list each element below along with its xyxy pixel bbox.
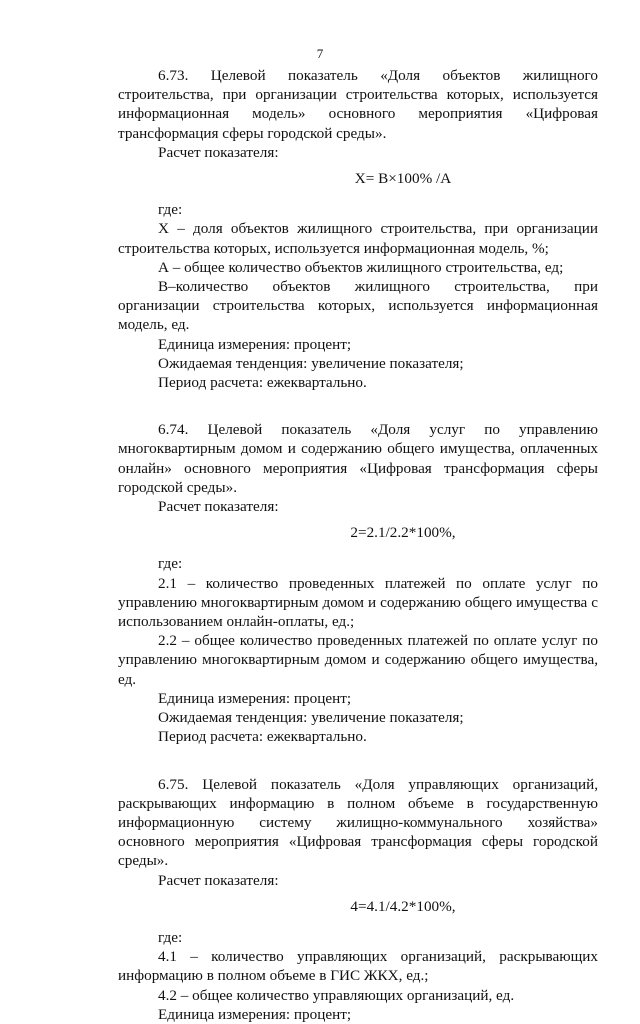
definition: А – общее количество объектов жилищного строительства, ед; <box>158 258 564 276</box>
section-heading: 6.73. Целевой показатель «Доля объектов жилищного строительства, при организации строительства которых, используется информационная модель» основного мероприятия «Цифровая трансформация сферы городской среды». <box>118 67 598 142</box>
where-label: где: <box>158 555 183 573</box>
calc-label: Расчет показателя: <box>158 143 279 161</box>
definition: X – доля объектов жилищного строительства, при организации строительства которых, используется информационная модель, %; <box>118 220 598 257</box>
period-line: Период расчета: ежеквартально. <box>158 374 367 392</box>
definition: 2.1 – количество проведенных платежей по оплате услуг по управлению многоквартирным домом и содержанию общего имущества с использованием онлайн-оплаты, ед.; <box>118 574 598 631</box>
period-line: Период расчета: ежеквартально. <box>158 728 367 746</box>
page-number: 7 <box>316 46 324 61</box>
section-heading: 6.75. Целевой показатель «Доля управляющих организаций, раскрывающих информацию в полном объеме в государственную информационную систему жилищно-коммунального хозяйства» основного мероприятия «Цифровая трансформация сферы городской среды». <box>118 775 598 870</box>
section-6-74 <box>118 420 598 746</box>
page-content <box>118 66 598 1024</box>
calc-label: Расчет показателя: <box>158 871 279 889</box>
formula: X= B×100% /A <box>354 170 452 188</box>
where-label: где: <box>158 928 183 946</box>
definition: 4.2 – общее количество управляющих организаций, ед. <box>158 986 515 1004</box>
calc-label: Расчет показателя: <box>158 498 279 516</box>
unit-line: Единица измерения: процент; <box>158 335 352 353</box>
definition: В–количество объектов жилищного строительства, при организации строительства которых, используется информационная модель, ед. <box>118 278 598 334</box>
section-heading: 6.74. Целевой показатель «Доля услуг по управлению многоквартирным домом и содержанию общего имущества, оплаченных онлайн» основного мероприятия «Цифровая трансформация сферы городской среды». <box>118 421 598 496</box>
unit-line: Единица измерения: процент; <box>158 1005 352 1023</box>
section-6-73 <box>118 66 598 392</box>
formula: 2=2.1/2.2*100%, <box>350 524 456 542</box>
definition: 2.2 – общее количество проведенных платежей по оплате услуг по управлению многоквартирным домом и содержанию общего имущества, ед. <box>118 632 598 688</box>
trend-line: Ожидаемая тенденция: увеличение показателя; <box>158 354 464 372</box>
where-label: где: <box>158 201 183 219</box>
formula: 4=4.1/4.2*100%, <box>350 897 456 915</box>
unit-line: Единица измерения: процент; <box>158 689 352 707</box>
trend-line: Ожидаемая тенденция: увеличение показателя; <box>158 709 464 727</box>
definition: 4.1 – количество управляющих организаций, раскрывающих информацию в полном объеме в ГИС ЖКХ, ед.; <box>118 948 598 985</box>
section-6-75 <box>118 775 598 1024</box>
